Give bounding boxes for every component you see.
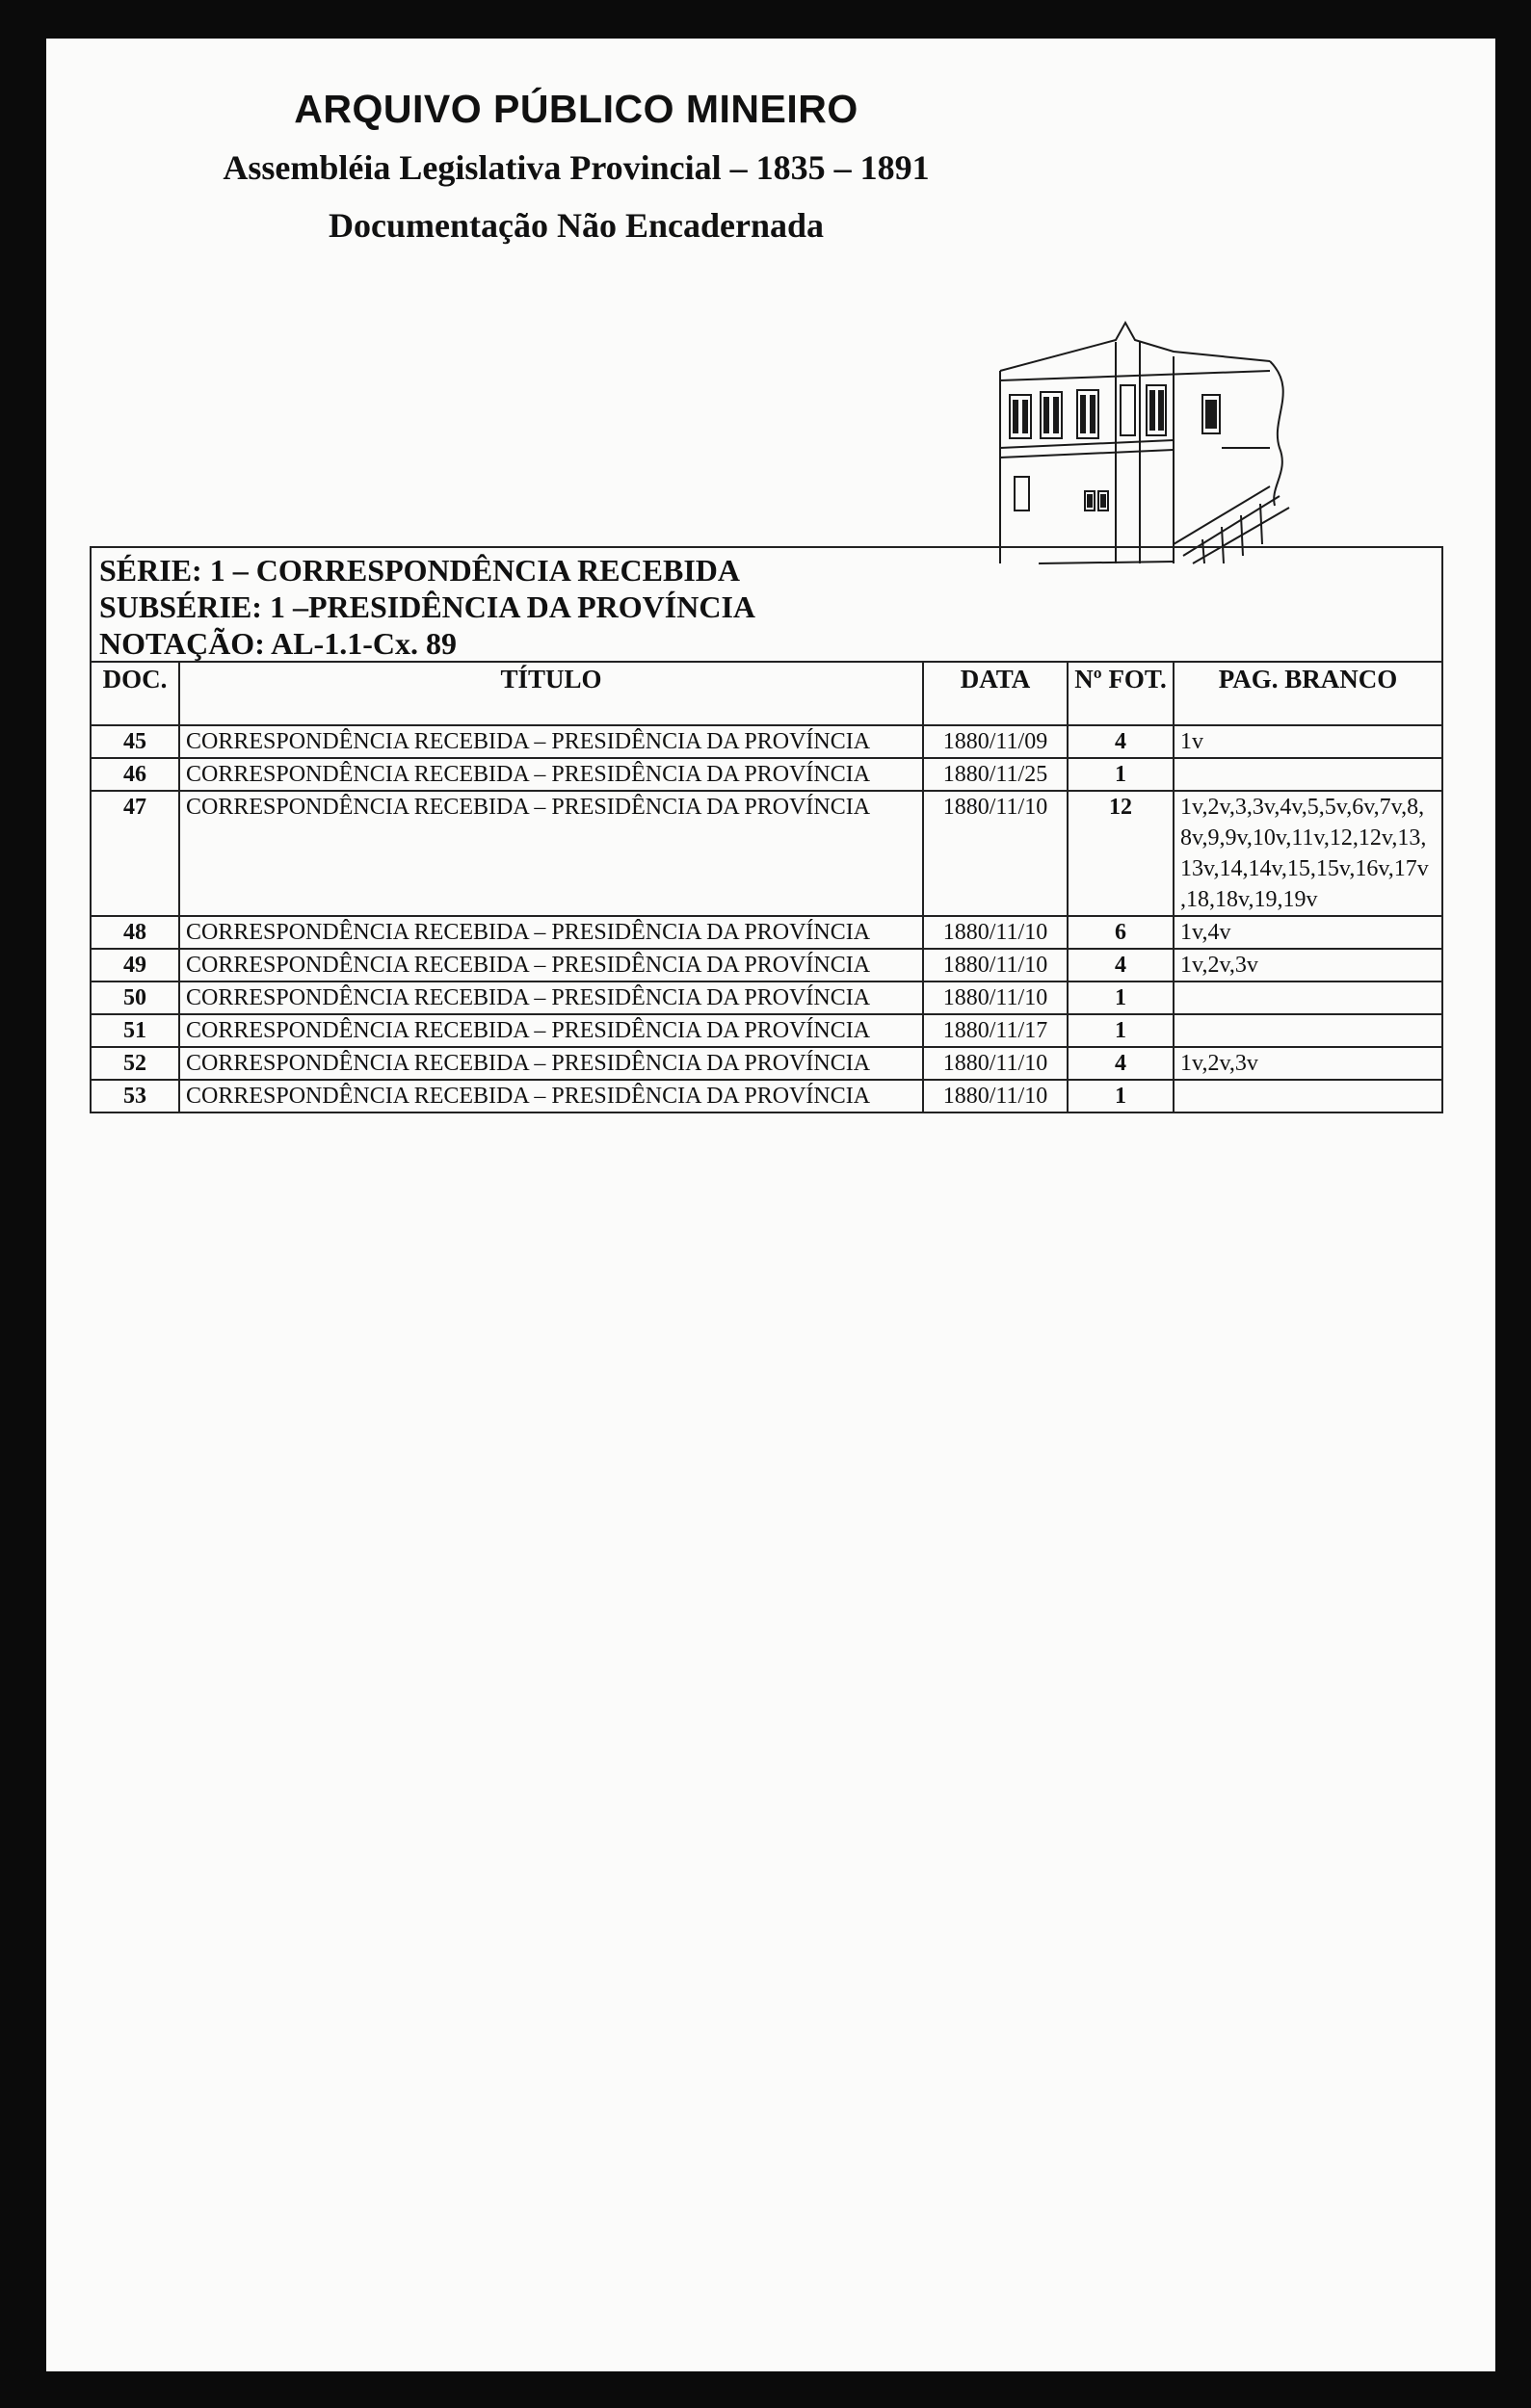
header-doc: DOC.	[91, 662, 179, 725]
cell-data: 1880/11/10	[923, 791, 1068, 916]
series-label: SÉRIE: 1 – CORRESPONDÊNCIA RECEBIDA	[99, 553, 740, 588]
cell-pag-branco: 1v,2v,3v	[1174, 949, 1442, 982]
cell-doc: 52	[91, 1047, 179, 1080]
header-fot: Nº FOT.	[1068, 662, 1174, 725]
cell-pag-branco	[1174, 1014, 1442, 1047]
cell-titulo: CORRESPONDÊNCIA RECEBIDA – PRESIDÊNCIA DA PROVÍNCIA	[179, 949, 923, 982]
cell-fot: 4	[1068, 949, 1174, 982]
cell-doc: 48	[91, 916, 179, 949]
cell-doc: 47	[91, 791, 179, 916]
cell-titulo: CORRESPONDÊNCIA RECEBIDA – PRESIDÊNCIA DA PROVÍNCIA	[179, 791, 923, 916]
cell-doc: 45	[91, 725, 179, 758]
table-row	[91, 1080, 1442, 1112]
cell-fot: 1	[1068, 982, 1174, 1014]
cell-data: 1880/11/25	[923, 758, 1068, 791]
table-row	[91, 791, 1442, 916]
table-row	[91, 982, 1442, 1014]
cell-fot: 4	[1068, 725, 1174, 758]
header-data: DATA	[923, 662, 1068, 725]
table-row	[91, 725, 1442, 758]
table-body	[91, 725, 1442, 1112]
cell-data: 1880/11/10	[923, 1080, 1068, 1112]
cell-data: 1880/11/10	[923, 982, 1068, 1014]
cell-fot: 1	[1068, 1014, 1174, 1047]
cell-doc: 49	[91, 949, 179, 982]
cell-titulo: CORRESPONDÊNCIA RECEBIDA – PRESIDÊNCIA DA PROVÍNCIA	[179, 1014, 923, 1047]
cell-pag-branco	[1174, 1080, 1442, 1112]
cell-titulo: CORRESPONDÊNCIA RECEBIDA – PRESIDÊNCIA DA PROVÍNCIA	[179, 1080, 923, 1112]
cell-titulo: CORRESPONDÊNCIA RECEBIDA – PRESIDÊNCIA DA PROVÍNCIA	[179, 758, 923, 791]
cell-titulo: CORRESPONDÊNCIA RECEBIDA – PRESIDÊNCIA DA PROVÍNCIA	[179, 1047, 923, 1080]
cell-doc: 50	[91, 982, 179, 1014]
cell-fot: 12	[1068, 791, 1174, 916]
series-info-box	[90, 546, 1443, 662]
archive-collection: Documentação Não Encadernada	[329, 206, 824, 245]
header-titulo: TÍTULO	[179, 662, 923, 725]
cell-data: 1880/11/10	[923, 916, 1068, 949]
cell-doc: 46	[91, 758, 179, 791]
cell-pag-branco: 1v,4v	[1174, 916, 1442, 949]
cell-pag-branco: 1v	[1174, 725, 1442, 758]
notation-label: NOTAÇÃO: AL-1.1-Cx. 89	[99, 626, 457, 661]
cell-data: 1880/11/10	[923, 949, 1068, 982]
cell-data: 1880/11/09	[923, 725, 1068, 758]
cell-fot: 4	[1068, 1047, 1174, 1080]
cell-doc: 53	[91, 1080, 179, 1112]
cell-data: 1880/11/10	[923, 1047, 1068, 1080]
cell-fot: 6	[1068, 916, 1174, 949]
cell-titulo: CORRESPONDÊNCIA RECEBIDA – PRESIDÊNCIA DA PROVÍNCIA	[179, 916, 923, 949]
cell-data: 1880/11/17	[923, 1014, 1068, 1047]
cell-pag-branco	[1174, 982, 1442, 1014]
table-row	[91, 916, 1442, 949]
document-page	[46, 39, 1495, 2371]
table-row	[91, 1014, 1442, 1047]
header-pag-branco: PAG. BRANCO	[1174, 662, 1442, 725]
cell-pag-branco	[1174, 758, 1442, 791]
cell-fot: 1	[1068, 1080, 1174, 1112]
subseries-label: SUBSÉRIE: 1 –PRESIDÊNCIA DA PROVÍNCIA	[99, 589, 756, 624]
documents-table	[90, 661, 1443, 1113]
table-row	[91, 758, 1442, 791]
cell-pag-branco: 1v,2v,3,3v,4v,5,5v,6v,7v,8, 8v,9,9v,10v,11v,12,12v,13, 13v,14,14v,15,15v,16v,17v ,18,18v,19,19v	[1174, 791, 1442, 916]
archive-title: ARQUIVO PÚBLICO MINEIRO	[294, 87, 858, 131]
cell-doc: 51	[91, 1014, 179, 1047]
cell-titulo: CORRESPONDÊNCIA RECEBIDA – PRESIDÊNCIA DA PROVÍNCIA	[179, 725, 923, 758]
building-logo-icon	[981, 303, 1299, 573]
table-row	[91, 949, 1442, 982]
cell-pag-branco: 1v,2v,3v	[1174, 1047, 1442, 1080]
archive-subtitle: Assembléia Legislativa Provincial – 1835 – 1891	[223, 148, 930, 187]
table-header-row	[91, 662, 1442, 725]
table-row	[91, 1047, 1442, 1080]
cell-fot: 1	[1068, 758, 1174, 791]
cell-titulo: CORRESPONDÊNCIA RECEBIDA – PRESIDÊNCIA DA PROVÍNCIA	[179, 982, 923, 1014]
